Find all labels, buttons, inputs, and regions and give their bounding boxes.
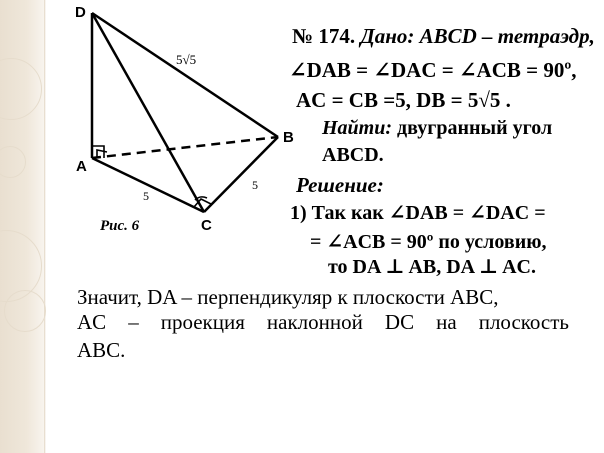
edge-dc [92,13,204,212]
solution-label: Решение: [296,173,384,197]
conclusion-line3: ABC. [77,338,126,362]
find-statement [322,118,552,138]
problem-header [292,26,595,47]
find-text-continued: ABCD. [322,144,384,166]
given-tetrahedron: ABCD – тетраэдр, [419,24,595,48]
edge-ab-hidden [92,137,278,158]
edge-ac [92,158,204,212]
vertex-label-c: C [201,217,212,234]
solution-step1-line2: = ∠ACB = 90º по условию, [310,231,547,253]
find-label: Найти: [322,117,393,139]
edge-cb [204,137,278,212]
length-label-ac: 5 [143,189,149,203]
conclusion-line1: Значит, DA – перпендикуляр к плоскости ABC, [77,285,499,309]
given-lengths: AC = CB =5, DB = 5√5 . [296,88,511,112]
problem-number: № 174. [292,24,356,48]
vertex-label-b: B [283,129,294,146]
solution-step1-line1: 1) Так как ∠DAB = ∠DAC = [290,202,546,224]
given-label: Дано: [360,24,415,48]
length-label-cb: 5 [252,178,258,192]
length-label-db: 5√5 [176,52,197,67]
conclusion-line2: AC – проекция наклонной DC на плоскость [77,310,569,334]
edge-db [92,13,278,137]
figure-caption: Рис. 6 [100,218,140,234]
vertex-label-d: D [75,4,86,21]
find-text: двугранный угол [397,117,553,139]
given-angles: ∠DAB = ∠DAC = ∠ACB = 90º, [289,58,577,82]
solution-step1-line3: то DA ⊥ AB, DA ⊥ AC. [328,256,536,278]
vertex-label-a: A [76,158,87,175]
